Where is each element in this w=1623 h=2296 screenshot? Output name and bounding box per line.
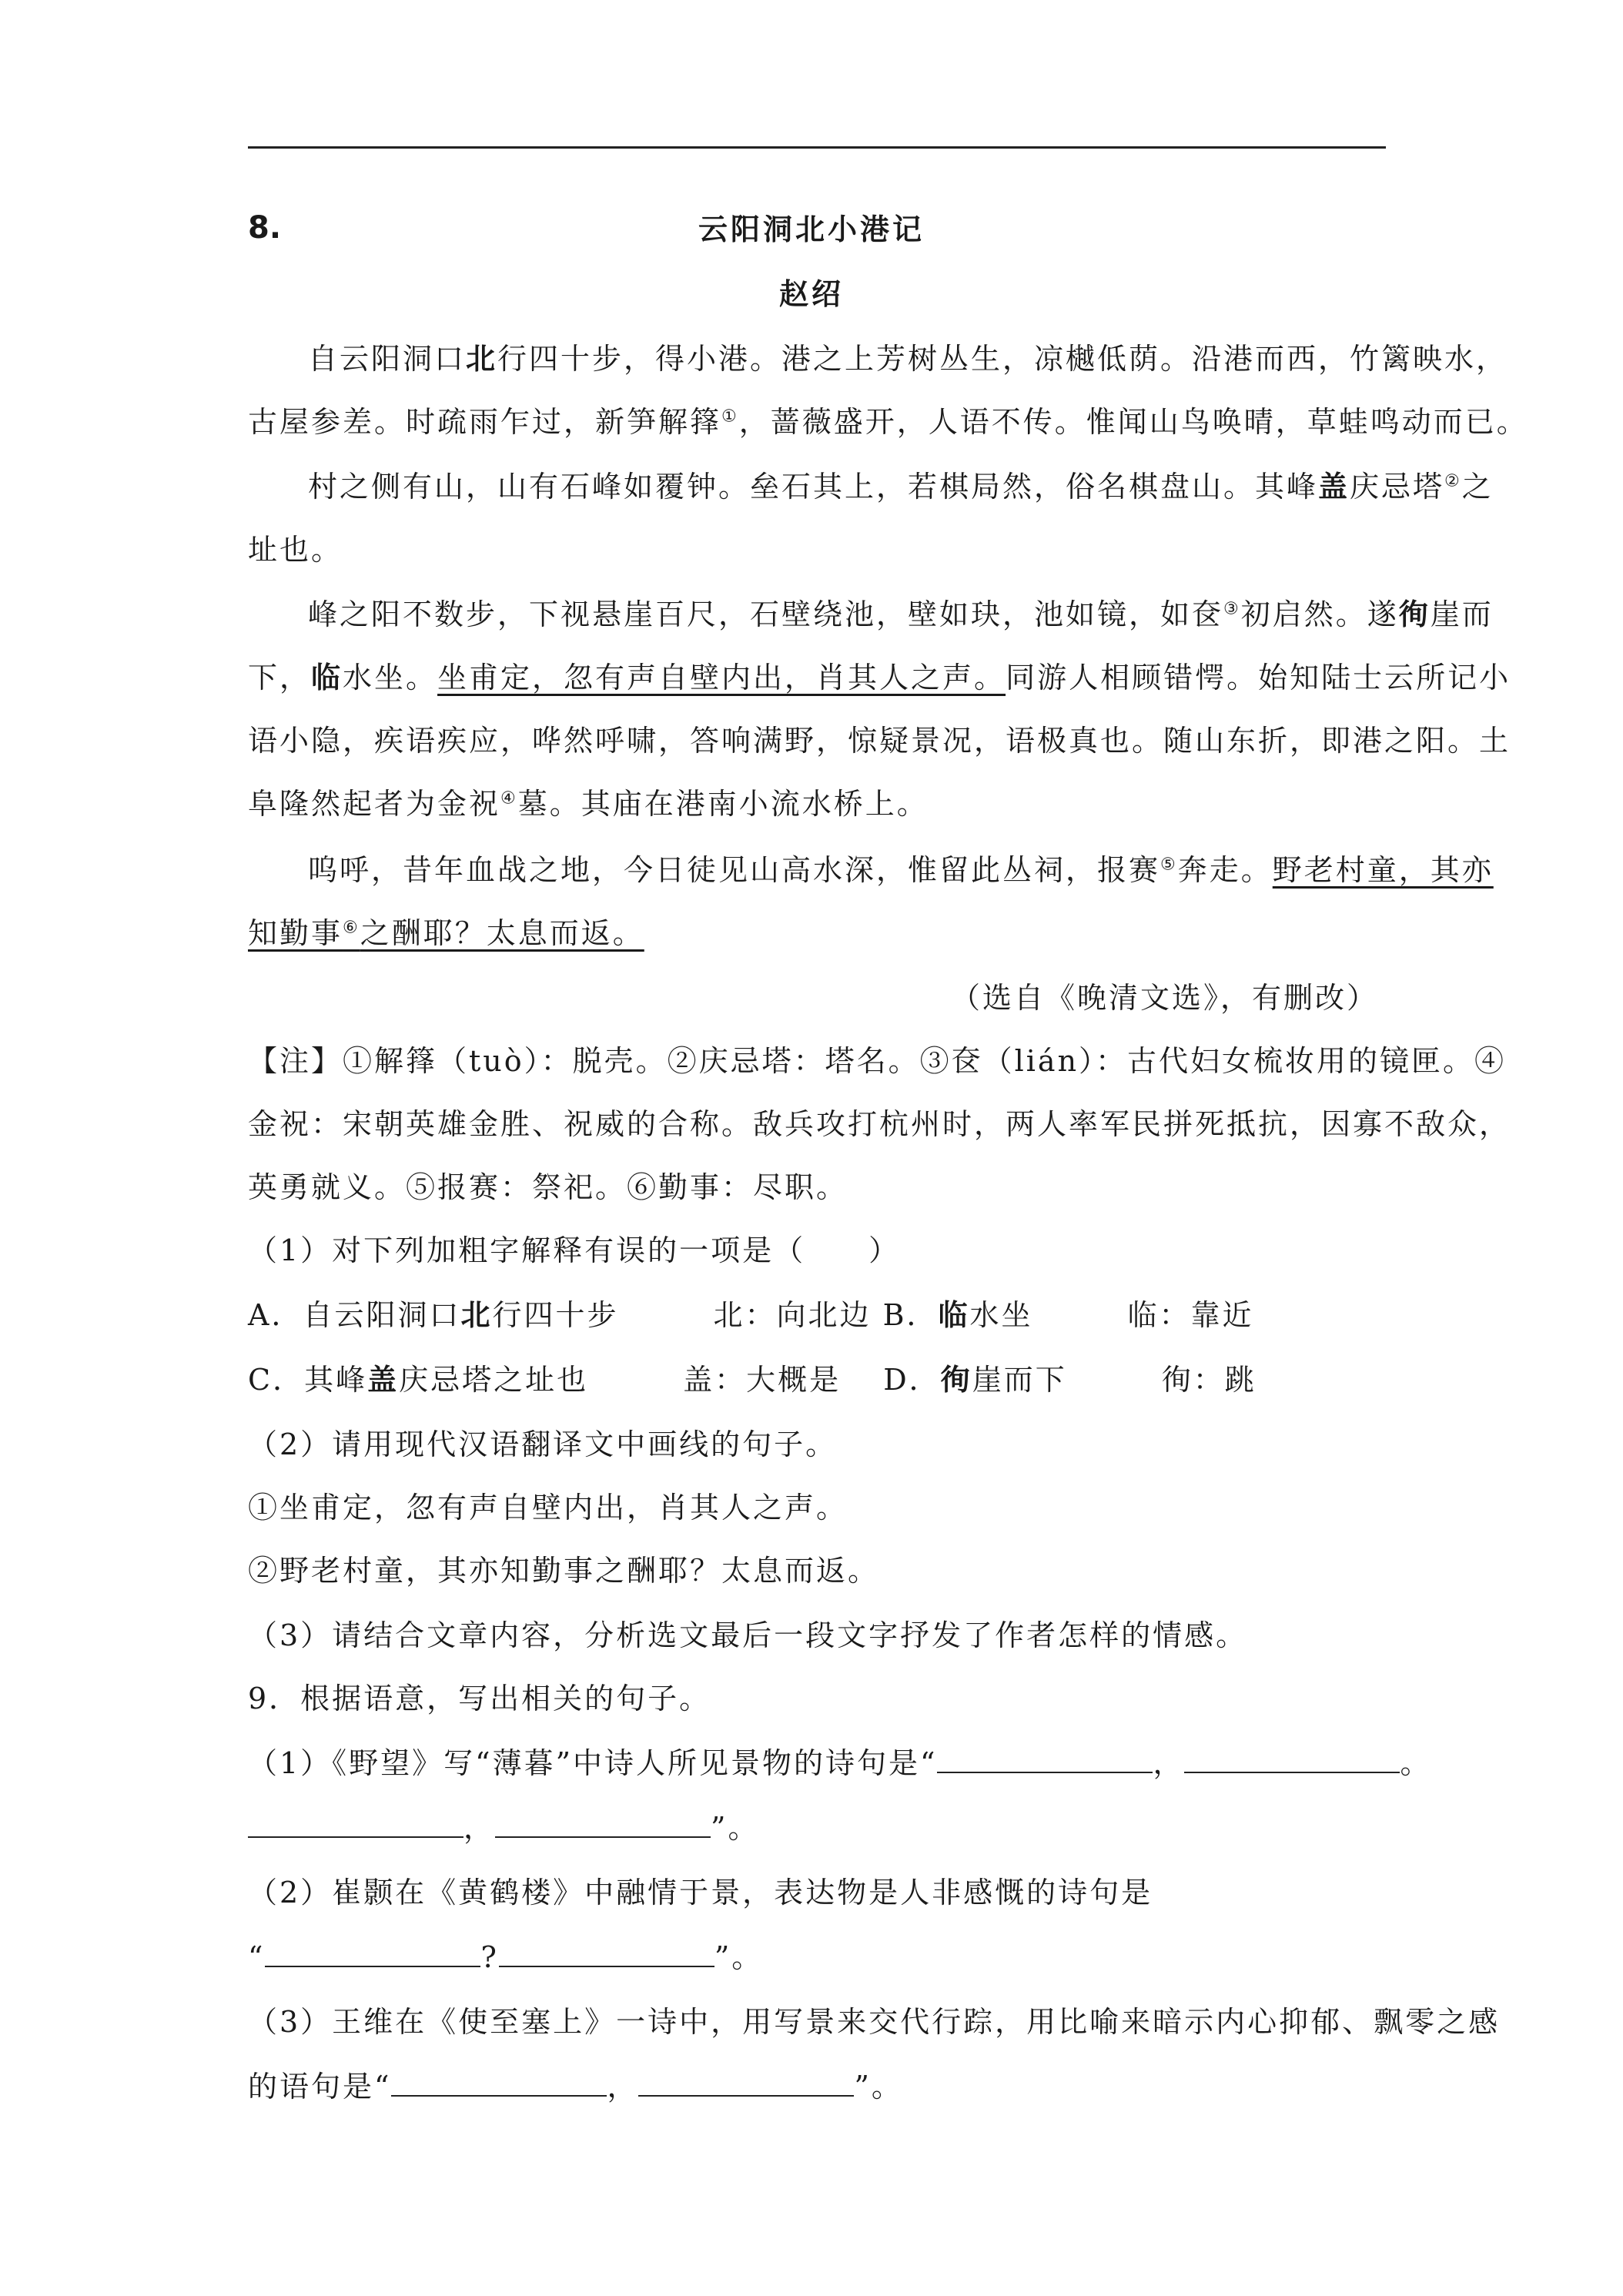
bold-word-bei: 北 — [466, 341, 498, 376]
bold-word-xun: 徇 — [1398, 597, 1431, 631]
underlined-sentence-1: 坐甫定，忽有声自壁内出，肖其人之声。 — [437, 661, 1006, 694]
answer-blank[interactable] — [638, 2072, 854, 2097]
notes-line: 【注】①解箨（tuò）：脱壳。②庆忌塔：塔名。③奁（lián）：古代妇女梳妆用的镜匣。④ — [248, 1044, 1507, 1078]
option-c[interactable]: C．其峰盖庆忌塔之址也 盖：大概是 — [248, 1362, 842, 1397]
passage-author: 赵绍 — [778, 276, 844, 311]
answer-blank[interactable] — [937, 1749, 1153, 1773]
option-a[interactable]: A．自云阳洞口北行四十步 北：向北边 — [248, 1297, 872, 1332]
passage-line: 村之侧有山，山有石峰如覆钟。垒石其上，若棋局然，俗名棋盘山。其峰盖庆忌塔②之 — [308, 469, 1494, 504]
passage-line: 古屋参差。时疏雨乍过，新笋解箨①，蔷薇盛开，人语不传。惟闻山鸟唤晴，草蛙鸣动而已。 — [248, 405, 1528, 439]
sub-question-2: （2）请用现代汉语翻译文中画线的句子。 — [248, 1427, 838, 1461]
footnote-mark: ⑤ — [1160, 855, 1178, 875]
translation-item-2: ②野老村童，其亦知勤事之酬耶？太息而返。 — [248, 1554, 880, 1588]
fill-blank-1: （1）《野望》写“薄暮”中诗人所见景物的诗句是“ ， 。 — [248, 1746, 1432, 1780]
passage-title: 云阳洞北小港记 — [698, 212, 925, 246]
bold-word-gai: 盖 — [1318, 469, 1350, 504]
fill-blank-2: （2）崔颢在《黄鹤楼》中融情于景，表达物是人非感慨的诗句是 — [248, 1876, 1153, 1909]
answer-blank[interactable] — [248, 1813, 463, 1838]
answer-blank[interactable] — [1184, 1749, 1400, 1773]
sub-question-3: （3）请结合文章内容，分析选文最后一段文字抒发了作者怎样的情感。 — [248, 1618, 1248, 1652]
option-d[interactable]: D．徇崖而下 徇：跳 — [883, 1362, 1257, 1397]
fill-blank-3-cont: 的语句是“ ， ”。 — [248, 2070, 903, 2104]
fill-blank-3: （3）王维在《使至塞上》一诗中，用写景来交代行踪，用比喻来暗示内心抑郁、飘零之感 — [248, 2005, 1501, 2039]
answer-blank[interactable] — [495, 1813, 711, 1838]
footnote-mark: ① — [721, 407, 739, 427]
translation-item-1: ①坐甫定，忽有声自壁内出，肖其人之声。 — [248, 1491, 848, 1525]
header-rule — [248, 146, 1386, 149]
answer-blank[interactable] — [265, 1943, 480, 1967]
answer-blank[interactable] — [391, 2072, 607, 2097]
notes-line: 英勇就义。⑤报赛：祭祀。⑥勤事：尽职。 — [248, 1170, 848, 1204]
options-row-cd — [248, 1360, 1386, 1400]
option-b[interactable]: B．临水坐 临：靠近 — [882, 1297, 1254, 1332]
answer-blank[interactable] — [499, 1943, 714, 1967]
underlined-sentence-2: 野老村童，其亦 — [1272, 853, 1494, 887]
passage-line: 呜呼，昔年血战之地，今日徒见山高水深，惟留此丛祠，报赛⑤奔走。野老村童，其亦 — [308, 853, 1494, 887]
passage-line — [248, 913, 1386, 953]
fill-blank-2-cont: “ ? ”。 — [248, 1940, 764, 1974]
question-number: 8. — [248, 210, 282, 246]
bold-word-lin: 临 — [311, 660, 343, 694]
sub-question-1: （1）对下列加粗字解释有误的一项是（ ） — [248, 1233, 901, 1267]
question-9-heading: 9．根据语意，写出相关的句子。 — [248, 1682, 711, 1715]
passage-line: 峰之阳不数步，下视悬崖百尺，石壁绕池，壁如玦，池如镜，如奁③初启然。遂徇崖而 — [308, 597, 1494, 631]
passage-line: 阜隆然起者为金祝④墓。其庙在港南小流水桥上。 — [248, 787, 929, 821]
notes-line: 金祝：宋朝英雄金胜、祝威的合称。敌兵攻打杭州时，两人率军民拼死抵抗，因寡不敌众， — [248, 1107, 1511, 1141]
passage-line: 语小隐，疾语疾应，哗然呼啸，答响满野，惊疑景况，语极真也。随山东折，即港之阳。土 — [248, 724, 1511, 758]
footnote-mark: ④ — [500, 788, 518, 808]
source-citation: （选自《晚清文选》，有删改） — [950, 981, 1378, 1015]
footnote-mark: ③ — [1223, 599, 1241, 619]
passage-line: 下，临水坐。坐甫定，忽有声自壁内出，肖其人之声。同游人相顾错愕。始知陆士云所记小 — [248, 660, 1511, 694]
footnote-mark: ② — [1444, 471, 1462, 491]
fill-blank-1-cont: ， ”。 — [248, 1808, 1386, 1848]
passage-line: 址也。 — [248, 533, 343, 567]
underlined-sentence-2-cont: 知勤事⑥之酬耶？太息而返。 — [248, 916, 644, 950]
options-row-ab — [248, 1295, 1386, 1335]
passage-line: 自云阳洞口北行四十步，得小港。港之上芳树丛生，凉樾低荫。沿港而西，竹篱映水， — [308, 341, 1508, 376]
